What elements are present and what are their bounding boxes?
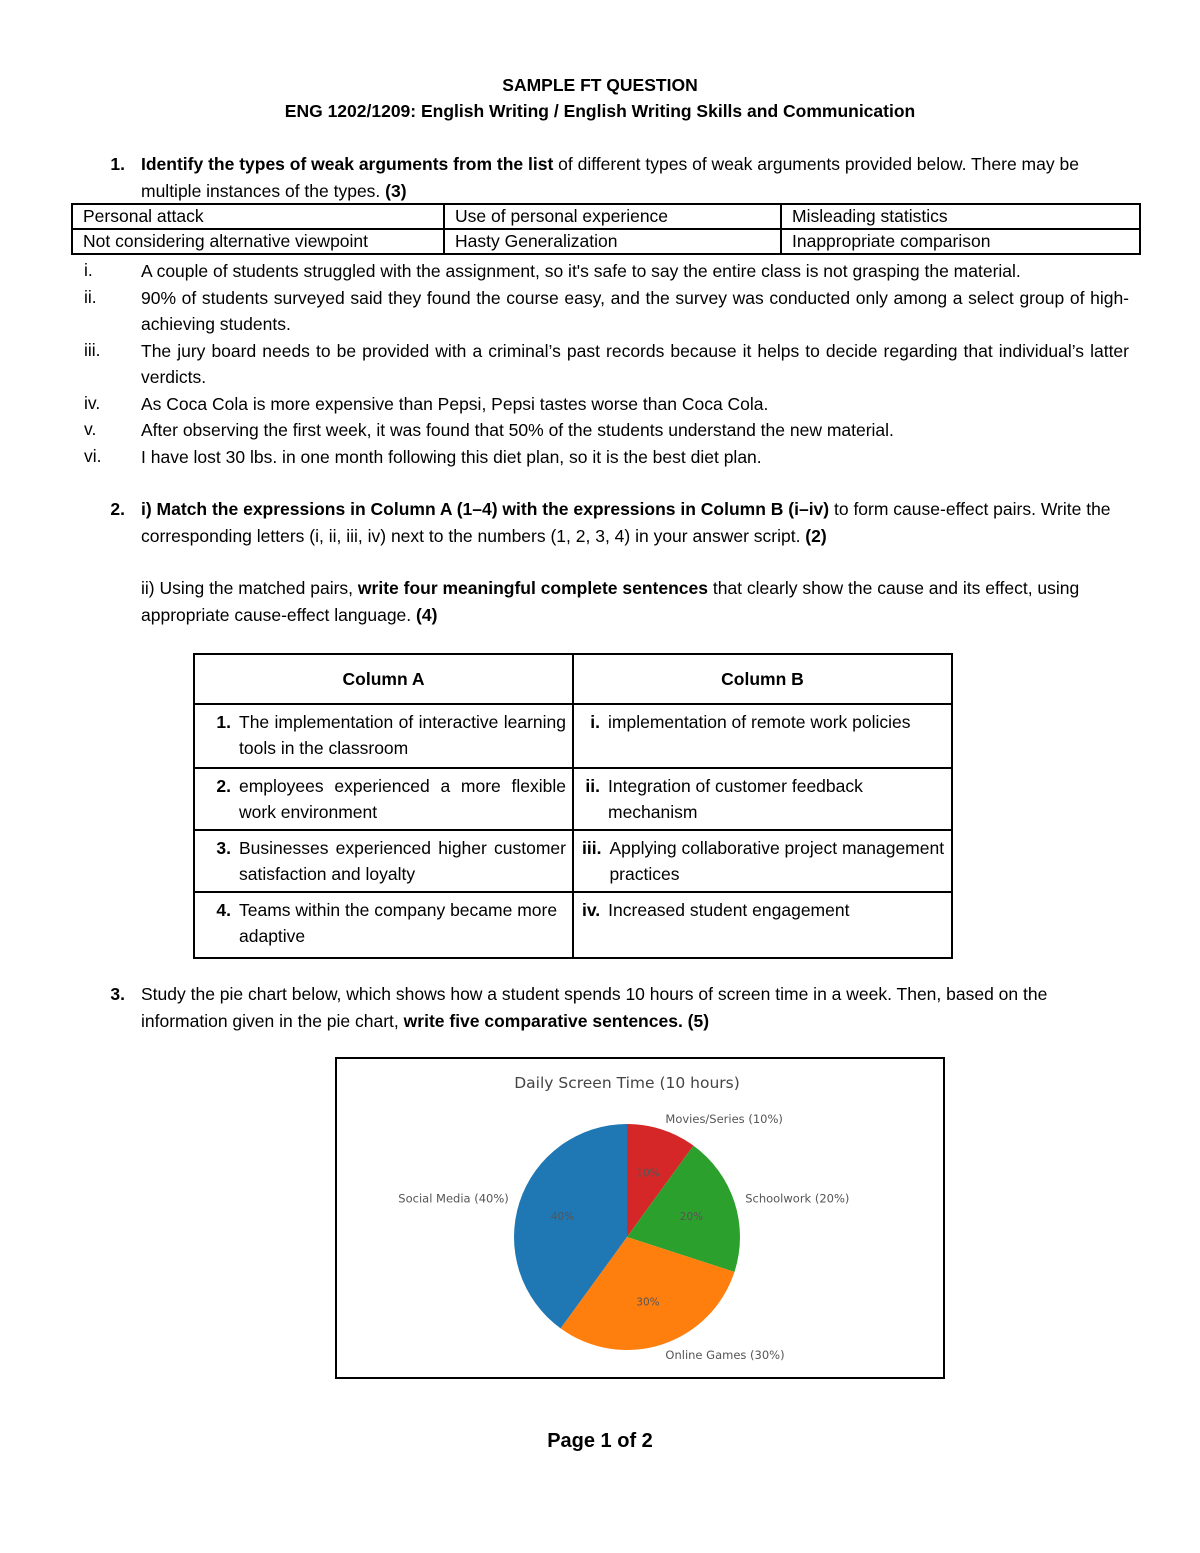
pie-category-label: Social Media (40%) <box>398 1191 509 1206</box>
table-cell: Use of personal experience <box>444 204 781 229</box>
item-number: 3. <box>216 838 231 858</box>
cell-text: Applying collaborative project management practices <box>609 838 945 884</box>
list-item: The jury board needs to be provided with a criminal’s past records because it helps to decide regarding that individual’s latter verdicts. <box>141 341 1129 387</box>
q3-prompt-text: Study the pie chart below, which shows how a student spends 10 hours of screen time in a week. Then, based on the information given in the pie chart, <box>141 984 1048 1031</box>
cell-text: employees experienced a more flexible work environment <box>239 776 566 822</box>
q2-part2-bold: write four meaningful complete sentences <box>357 578 708 598</box>
table-row <box>194 704 952 768</box>
item-number: i. <box>84 260 93 280</box>
pie-percent-label: 30% <box>636 1296 660 1309</box>
doc-title: SAMPLE FT QUESTION <box>502 75 698 95</box>
q1-marks: (3) <box>385 181 407 201</box>
q2-part1-text: to form cause-effect pairs. Write the corresponding letters (i, ii, iii, iv) next to the numbers (1, 2, 3, 4) in your answer script. <box>141 499 1111 546</box>
table-cell: Inappropriate comparison <box>781 229 1140 254</box>
pie-category-label: Movies/Series (10%) <box>665 1111 783 1126</box>
q3-number: 3. <box>110 984 125 1004</box>
cell-text: The implementation of interactive learning tools in the classroom <box>239 712 566 758</box>
q2-part2 <box>141 575 1131 629</box>
table-cell <box>194 892 573 958</box>
item-number: iv. <box>84 393 101 413</box>
table-header-row <box>194 654 952 704</box>
table-cell: Not considering alternative viewpoint <box>72 229 444 254</box>
list-item: 90% of students surveyed said they found the course easy, and the survey was conducted only among a select group of high-achieving students. <box>141 288 1129 334</box>
q3-prompt <box>141 981 1131 1035</box>
item-number: ii. <box>585 776 600 796</box>
table-cell <box>194 768 573 830</box>
list-item: After observing the first week, it was found that 50% of the students understand the new material. <box>141 420 894 440</box>
item-number: v. <box>84 419 97 439</box>
pie-percent-label: 10% <box>636 1167 660 1180</box>
q2-number: 2. <box>110 499 125 519</box>
column-a-header: Column A <box>194 654 573 704</box>
table-cell: Misleading statistics <box>781 204 1140 229</box>
table-cell: Personal attack <box>72 204 444 229</box>
item-number: iv. <box>582 900 601 920</box>
table-cell <box>573 892 952 958</box>
item-number: i. <box>590 712 600 732</box>
table-cell <box>194 830 573 892</box>
page-number: Page 1 of 2 <box>547 1430 653 1452</box>
q3-marks: (5) <box>682 1011 710 1031</box>
item-number: vi. <box>84 446 102 466</box>
table-cell <box>194 704 573 768</box>
table-cell <box>573 830 952 892</box>
item-number: 1. <box>216 712 231 732</box>
table-row <box>72 204 1140 229</box>
table-row <box>194 892 952 958</box>
pie-chart-frame <box>335 1057 945 1379</box>
q2-part1-marks: (2) <box>805 526 827 546</box>
cell-text: Businesses experienced higher customer satisfaction and loyalty <box>239 838 566 884</box>
table-cell: Hasty Generalization <box>444 229 781 254</box>
column-b-header: Column B <box>573 654 952 704</box>
cell-text: Teams within the company became more adaptive <box>239 900 558 946</box>
item-number: 4. <box>216 900 231 920</box>
pie-category-label: Online Games (30%) <box>665 1348 785 1363</box>
q2-part1 <box>141 496 1131 550</box>
list-item: I have lost 30 lbs. in one month following this diet plan, so it is the best diet plan. <box>141 447 762 467</box>
pie-category-label: Schoolwork (20%) <box>745 1191 850 1206</box>
pie-percent-label: 20% <box>679 1211 704 1224</box>
table-row <box>194 768 952 830</box>
cell-text: implementation of remote work policies <box>608 712 911 732</box>
list-item: As Coca Cola is more expensive than Pepsi, Pepsi tastes worse than Coca Cola. <box>141 394 769 414</box>
argument-types-table <box>71 203 1141 255</box>
q1-prompt-text: of different types of weak arguments provided below. There may be multiple instances of the types. <box>141 154 1079 201</box>
item-number: iii. <box>582 838 602 858</box>
list-item: A couple of students struggled with the assignment, so it's safe to say the entire class is not grasping the material. <box>141 261 1021 281</box>
q2-part2-marks: (4) <box>416 605 438 625</box>
item-number: ii. <box>84 287 97 307</box>
pie-percent-label: 40% <box>550 1211 575 1224</box>
q1-number: 1. <box>110 154 125 174</box>
chart-title: Daily Screen Time (10 hours) <box>514 1074 740 1092</box>
pie-chart <box>337 1059 943 1377</box>
q2-part1-bold: i) Match the expressions in Column A (1–4) with the expressions in Column B (i–iv) <box>141 499 830 519</box>
table-cell <box>573 768 952 830</box>
item-number: iii. <box>84 340 101 360</box>
table-cell <box>573 704 952 768</box>
q2-part2-lead: ii) Using the matched pairs, <box>141 578 358 598</box>
cell-text: Integration of customer feedback mechanism <box>608 776 863 822</box>
matching-table <box>193 653 953 959</box>
q1-prompt-bold: Identify the types of weak arguments from the list <box>141 154 554 174</box>
q2-part2-text: that clearly show the cause and its effect, using appropriate cause-effect language. <box>141 578 1080 625</box>
course-title: ENG 1202/1209: English Writing / English Writing Skills and Communication <box>284 101 916 121</box>
item-number: 2. <box>216 776 231 796</box>
table-row <box>72 229 1140 254</box>
q3-prompt-bold: write five comparative sentences. <box>403 1011 683 1031</box>
cell-text: Increased student engagement <box>608 900 850 920</box>
table-row <box>194 830 952 892</box>
q1-prompt <box>141 151 1131 205</box>
